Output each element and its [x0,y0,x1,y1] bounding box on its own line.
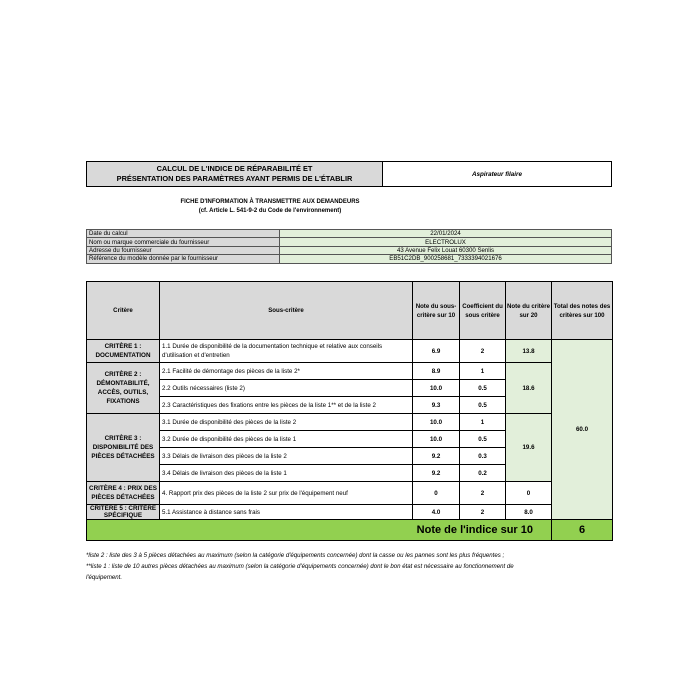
final-score-label: Note de l'indice sur 10 [87,520,552,541]
sub-criterion-label: 3.2 Durée de disponibilité des pièces de la liste 1 [160,431,413,448]
sub-criterion-note: 6.9 [413,340,460,363]
report-title [86,161,383,187]
criterion-2-name: CRITÈRE 2 : DÉMONTABILITÉ, ACCÈS, OUTILS, FIXATIONS [87,363,160,414]
criterion-1-name: CRITÈRE 1 : DOCUMENTATION [87,340,160,363]
sub-criterion-note: 10.0 [413,414,460,431]
sub-criterion-label: 1.1 Durée de disponibilité de la documentation technique et relative aux conseils d'utilisation et d'entretien [160,340,413,363]
criterion-4-score: 0 [506,482,552,505]
criterion-2-score: 18.6 [506,363,552,414]
col-header-note10: Note du sous-critère sur 10 [413,282,460,340]
col-header-critere: Critère [87,282,160,340]
sub-criterion-note: 9.2 [413,465,460,482]
sub-criterion-note: 4.0 [413,505,460,520]
sub-criterion-label: 2.3 Caractéristiques des fixations entre les pièces de la liste 1** et de la liste 2 [160,397,413,414]
table-row [87,414,613,431]
table-row [87,363,613,380]
fiche-line1: FICHE D'INFORMATION À TRANSMETTRE AUX DEMANDEURS [180,199,360,205]
sub-criterion-label: 5.1 Assistance à distance sans frais [160,505,413,520]
info-label: Adresse du fournisseur [87,246,280,254]
info-label: Nom ou marque commerciale du fournisseur [87,238,280,246]
fiche-line2: (cf. Article L. 541-9-2 du Code de l'environnement) [198,208,342,214]
sub-criterion-label: 2.2 Outils nécessaires (liste 2) [160,380,413,397]
footnote-liste-1-cont: l'équipement. [86,574,123,581]
col-header-coef: Coefficient du sous critère [460,282,506,340]
sub-criterion-coef: 1 [460,414,506,431]
total-score-100: 60.0 [552,340,613,520]
criterion-3-name: CRITÈRE 3 : DISPONIBILITÉ DES PIÈCES DÉTACHÉES [87,414,160,482]
col-header-sous-critere: Sous-critère [160,282,413,340]
info-value: 22/01/2024 [280,230,612,238]
table-row [87,340,613,363]
sub-criterion-note: 9.3 [413,397,460,414]
info-value: EB51C2DB_900258681_7333394021676 [280,255,612,263]
sub-criterion-label: 3.1 Durée de disponibilité des pièces de la liste 2 [160,414,413,431]
sub-criterion-label: 3.4 Délais de livraison des pièces de la liste 1 [160,465,413,482]
info-value: ELECTROLUX [280,238,612,246]
footnote-liste-2: *liste 2 : liste des 3 à 5 pièces détachées au maximum (selon la catégorie d'équipements concernée) dont la casse ou les pannes sont les plus fréquentes ; [86,552,505,559]
sub-criterion-label: 2.1 Facilité de démontage des pièces de la liste 2* [160,363,413,380]
sub-criterion-note: 10.0 [413,380,460,397]
criterion-4-name: CRITÈRE 4 : PRIX DES PIÈCES DÉTACHÉES [87,482,160,505]
sub-criterion-coef: 1 [460,363,506,380]
product-name: Aspirateur filaire [383,161,612,187]
info-row [87,255,612,263]
fiche-heading [130,198,410,216]
table-row [87,505,613,520]
criterion-5-name: CRITÈRE 5 : CRITÈRE SPÉCIFIQUE [87,505,160,520]
table-header-row [87,282,613,340]
table-row [87,482,613,505]
final-score-value: 6 [552,520,613,541]
sub-criterion-coef: 2 [460,505,506,520]
sub-criterion-coef: 0.5 [460,380,506,397]
sub-criterion-label: 3.3 Délais de livraison des pièces de la liste 2 [160,448,413,465]
report-title-line2: PRÉSENTATION DES PARAMÈTRES AYANT PERMIS DE L'ÉTABLIR [116,174,353,183]
sub-criterion-coef: 2 [460,482,506,505]
col-header-total100: Total des notes des critères sur 100 [552,282,613,340]
sub-criterion-coef: 0.3 [460,448,506,465]
criterion-5-score: 8.0 [506,505,552,520]
final-score-row [87,520,613,541]
info-row [87,246,612,254]
footnote-liste-1: **liste 1 : liste de 10 autres pièces détachées au maximum (selon la catégorie d'équipements concernée) dont le bon état est nécessaire au fonctionnement de [86,563,514,570]
supplier-info-table [86,229,612,264]
info-value: 43 Avenue Felix Louat 60300 Senlis [280,246,612,254]
sub-criterion-coef: 0.2 [460,465,506,482]
info-row [87,230,612,238]
sub-criterion-label: 4. Rapport prix des pièces de la liste 2 sur prix de l'équipement neuf [160,482,413,505]
info-label: Date du calcul [87,230,280,238]
sub-criterion-note: 9.2 [413,448,460,465]
repairability-score-table [86,281,613,541]
info-label: Référence du modèle donnée par le fournisseur [87,255,280,263]
sub-criterion-note: 0 [413,482,460,505]
footnotes [86,550,606,583]
sub-criterion-coef: 2 [460,340,506,363]
sub-criterion-coef: 0.5 [460,397,506,414]
col-header-note20: Note du critère sur 20 [506,282,552,340]
sub-criterion-note: 10.0 [413,431,460,448]
info-row [87,238,612,246]
report-title-line1: CALCUL DE L'INDICE DE RÉPARABILITÉ ET [156,164,313,173]
criterion-1-score: 13.8 [506,340,552,363]
sub-criterion-note: 8.9 [413,363,460,380]
criterion-3-score: 19.6 [506,414,552,482]
sub-criterion-coef: 0.5 [460,431,506,448]
